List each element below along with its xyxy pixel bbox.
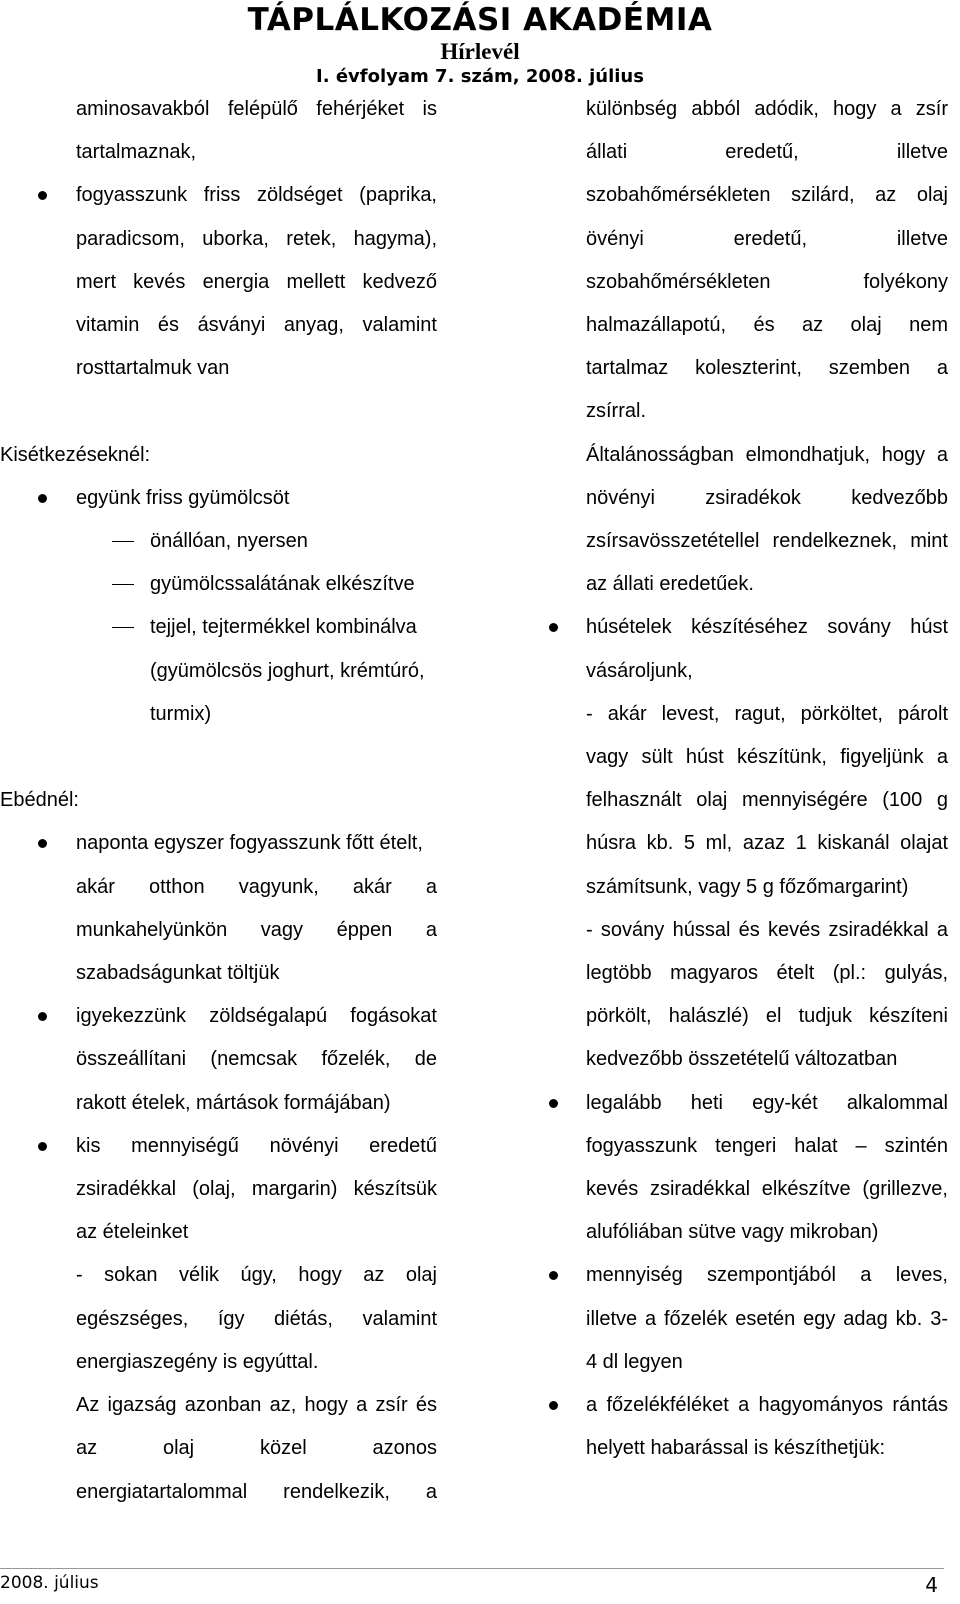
dash-bullet-icon <box>112 627 134 628</box>
line-text: naponta egyszer fogyasszunk főtt ételt, <box>76 832 423 855</box>
bullet-icon <box>38 494 47 503</box>
line-text: növényi zsiradékok kedvezőbb <box>586 486 948 509</box>
text-line <box>0 304 437 347</box>
text-line <box>586 174 948 217</box>
line-text: együnk friss gyümölcsöt <box>76 486 290 509</box>
line-text: (gyümölcsös joghurt, krémtúró, <box>150 659 425 682</box>
line-text: rosttartalmuk van <box>76 357 230 380</box>
text-line <box>0 822 437 865</box>
text-line <box>0 1168 437 1211</box>
text-line <box>586 1427 948 1470</box>
right-column <box>586 88 948 1471</box>
section-heading <box>0 779 437 822</box>
line-text: halmazállapotú, és az olaj nem <box>586 314 948 337</box>
bullet-icon <box>38 839 47 848</box>
text-line <box>586 261 948 304</box>
line-text: munkahelyünkön vagy éppen a <box>76 918 437 941</box>
text-line <box>0 1082 437 1125</box>
line-text: Ebédnél: <box>0 789 79 812</box>
bullet-icon <box>549 1401 558 1410</box>
line-text: tartalmaz koleszterint, szemben a <box>586 357 948 380</box>
text-line <box>0 261 437 304</box>
text-line <box>0 952 437 995</box>
line-text: tejjel, tejtermékkel kombinálva <box>150 616 417 639</box>
line-text: paradicsom, uborka, retek, hagyma), <box>76 227 437 250</box>
bullet-icon <box>38 1142 47 1151</box>
section-heading <box>0 434 437 477</box>
line-text: Kisétkezéseknél: <box>0 443 151 466</box>
text-line <box>586 218 948 261</box>
text-line <box>586 1168 948 1211</box>
line-text: felhasznált olaj mennyiségére (100 g <box>586 789 948 812</box>
line-text: igyekezzünk zöldségalapú fogásokat <box>76 1005 437 1028</box>
line-text: számítsunk, vagy 5 g főzőmargarint) <box>586 875 909 898</box>
issue-line: I. évfolyam 7. szám, 2008. július <box>316 66 644 87</box>
line-text: kevés zsiradékkal elkészítve (grillezve, <box>586 1178 948 1201</box>
text-line <box>0 1125 437 1168</box>
text-line <box>586 693 948 736</box>
line-text: gyümölcssalátának elkészítve <box>150 573 415 596</box>
text-line <box>586 1125 948 1168</box>
bullet-icon <box>549 1099 558 1108</box>
line-text: legtöbb magyaros ételt (pl.: gulyás, <box>586 962 948 985</box>
text-line <box>0 1254 437 1297</box>
line-text: energiatartalommal rendelkezik, a <box>76 1480 437 1503</box>
line-text: Az igazság azonban az, hogy a zsír és <box>76 1394 437 1417</box>
text-line <box>586 650 948 693</box>
text-line <box>586 1038 948 1081</box>
bullet-icon <box>38 1012 47 1021</box>
text-line <box>586 952 948 995</box>
line-text: - akár levest, ragut, pörköltet, párolt <box>586 702 948 725</box>
text-line <box>0 563 437 606</box>
text-line <box>0 174 437 217</box>
line-text: Általánosságban elmondhatjuk, hogy a <box>586 443 948 466</box>
line-text: mennyiség szempontjából a leves, <box>586 1264 948 1287</box>
line-text: energiaszegény is egyúttal. <box>76 1350 319 1373</box>
line-text: - sokan vélik úgy, hogy az olaj <box>76 1264 437 1287</box>
text-line <box>586 606 948 649</box>
line-text: pörkölt, halászlé) el tudjuk készíteni <box>586 1005 948 1028</box>
text-line <box>0 520 437 563</box>
text-line <box>0 131 437 174</box>
line-text: kis mennyiségű növényi eredetű <box>76 1134 437 1157</box>
bullet-icon <box>549 1271 558 1280</box>
text-line <box>586 1254 948 1297</box>
line-text: szabadságunkat töltjük <box>76 962 280 985</box>
text-line <box>0 218 437 261</box>
text-line <box>586 520 948 563</box>
text-line <box>0 88 437 131</box>
text-line <box>0 1211 437 1254</box>
bullet-icon <box>38 191 47 200</box>
text-line <box>0 1038 437 1081</box>
newsletter-title: TÁPLÁLKOZÁSI AKADÉMIA <box>247 2 713 38</box>
text-line <box>586 1082 948 1125</box>
line-text: turmix) <box>150 702 212 725</box>
line-text: kedvezőbb összetételű változatban <box>586 1048 898 1071</box>
text-line <box>0 1298 437 1341</box>
text-line <box>0 606 437 649</box>
line-text: legalább heti egy-két alkalommal <box>586 1091 948 1114</box>
text-line <box>586 88 948 131</box>
bullet-icon <box>549 623 558 632</box>
text-line <box>0 347 437 390</box>
text-line <box>586 995 948 1038</box>
line-text: összeállítani (nemcsak főzelék, de <box>76 1048 437 1071</box>
dash-bullet-icon <box>112 541 134 542</box>
line-text: helyett habarással is készíthetjük: <box>586 1437 886 1460</box>
newsletter-subtitle: Hírlevél <box>440 39 520 64</box>
line-text: zsírsavösszetétellel rendelkeznek, mint <box>586 530 948 553</box>
dash-bullet-icon <box>112 584 134 585</box>
newsletter-header <box>0 2 960 88</box>
text-line <box>0 995 437 1038</box>
line-text: alufóliában sütve vagy mikroban) <box>586 1221 879 1244</box>
text-line <box>586 866 948 909</box>
text-line <box>586 390 948 433</box>
line-text: mert kevés energia mellett kedvező <box>76 270 437 293</box>
text-line <box>0 477 437 520</box>
line-text: fogyasszunk friss zöldséget (paprika, <box>76 184 437 207</box>
line-text: rakott ételek, mártások formájában) <box>76 1091 391 1114</box>
text-line <box>586 822 948 865</box>
footer-date: 2008. július <box>0 1573 99 1593</box>
text-line <box>586 1298 948 1341</box>
text-line <box>586 434 948 477</box>
text-line <box>586 1341 948 1384</box>
line-text: különbség abból adódik, hogy a zsír <box>586 98 948 120</box>
left-column <box>0 88 437 1514</box>
text-line <box>0 1384 437 1427</box>
line-text: önállóan, nyersen <box>150 530 308 553</box>
line-text: zsírral. <box>586 400 646 423</box>
text-line <box>0 390 437 433</box>
text-line <box>0 909 437 952</box>
line-text: - sovány hússal és kevés zsiradékkal a <box>586 918 948 941</box>
line-text: vitamin és ásványi anyag, valamint <box>76 314 437 337</box>
text-line <box>586 131 948 174</box>
line-text: akár otthon vagyunk, akár a <box>76 875 437 898</box>
text-line <box>586 1211 948 1254</box>
text-line <box>586 477 948 520</box>
text-line <box>0 650 437 693</box>
line-text: övényi eredetű, illetve <box>586 227 948 250</box>
line-text: az ételeinket <box>76 1221 189 1244</box>
line-text: húsra kb. 5 ml, azaz 1 kiskanál olajat <box>586 832 948 855</box>
text-line <box>586 1384 948 1427</box>
line-text: 4 dl legyen <box>586 1350 683 1373</box>
line-text: húsételek készítéséhez sovány húst <box>586 616 948 639</box>
text-line <box>0 1471 437 1514</box>
text-line <box>0 1427 437 1470</box>
line-text: vagy sült húst készítünk, figyeljünk a <box>586 746 948 769</box>
footer-divider <box>0 1568 944 1569</box>
line-text: tartalmaznak, <box>76 141 197 164</box>
line-text: vásároljunk, <box>586 659 693 682</box>
line-text: fogyasszunk tengeri halat – szintén <box>586 1134 948 1157</box>
line-text: aminosavakból felépülő fehérjéket is <box>76 98 437 120</box>
text-line <box>586 347 948 390</box>
line-text: a főzelékféléket a hagyományos rántás <box>586 1394 948 1417</box>
text-line <box>0 866 437 909</box>
line-text: az állati eredetűek. <box>586 573 754 596</box>
text-line <box>0 736 437 779</box>
line-text: zsiradékkal (olaj, margarin) készítsük <box>76 1178 437 1201</box>
text-line <box>586 779 948 822</box>
line-text: állati eredetű, illetve <box>586 141 948 164</box>
text-line <box>586 563 948 606</box>
line-text: az olaj közel azonos <box>76 1437 437 1460</box>
line-text: szobahőmérsékleten folyékony <box>586 270 948 293</box>
line-text: egészséges, így diétás, valamint <box>76 1307 437 1330</box>
text-line <box>586 304 948 347</box>
text-line <box>0 693 437 736</box>
text-line <box>586 736 948 779</box>
text-line <box>0 1341 437 1384</box>
page-number: 4 <box>925 1573 938 1597</box>
line-text: illetve a főzelék esetén egy adag kb. 3- <box>586 1307 948 1330</box>
line-text: szobahőmérsékleten szilárd, az olaj <box>586 184 948 207</box>
text-line <box>586 909 948 952</box>
